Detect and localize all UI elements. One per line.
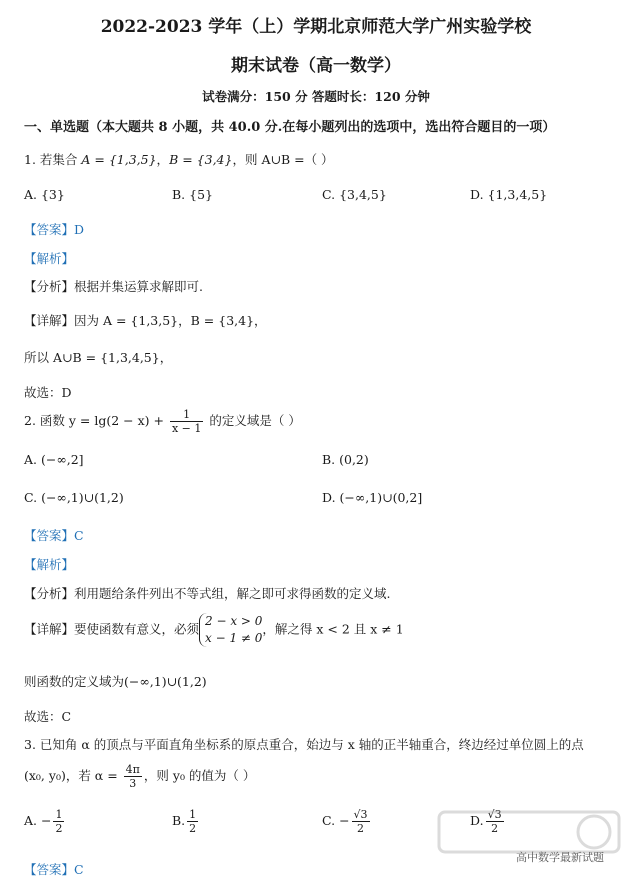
q3-stem-suffix: ，则 y₀ 的值为（ ） (143, 768, 256, 783)
q3-option-c-label: C. − (322, 813, 350, 828)
q3-option-a-denominator: 2 (55, 822, 63, 835)
q1-option-b: B. {5} (172, 187, 213, 202)
q2-xiangjie-prefix: 【详解】要使函数有意义，必须 (24, 621, 200, 637)
q2-option-d: D. (−∞,1)∪(0,2] (322, 490, 423, 505)
q3-option-c-numerator: √3 (353, 808, 368, 821)
q3-fraction-numerator: 4π (125, 763, 140, 776)
q3-option-b-numerator: 1 (189, 808, 197, 821)
q2-choose: 故选：C (24, 709, 72, 724)
q2-fenxi: 【分析】利用题给条件列出不等式组，解之即可求得函数的定义域. (24, 586, 391, 601)
q2-option-c: C. (−∞,1)∪(1,2) (24, 490, 124, 505)
watermark-logo (434, 807, 624, 877)
q2-analysis-tag: 【解析】 (24, 557, 75, 572)
q1-analysis-tag: 【解析】 (24, 251, 75, 266)
q2-inequality-2: x − 1 ≠ 0 (205, 631, 263, 645)
q3-option-b (172, 808, 200, 835)
q3-fraction (124, 763, 142, 790)
section-heading: 一、单选题（本大题共 8 小题，共 40.0 分.在每小题列出的选项中，选出符合题目的一项） (24, 120, 556, 135)
q2-answer: 【答案】C (24, 528, 84, 543)
q3-fraction-denominator: 3 (129, 777, 137, 790)
q2-xiangjie (24, 613, 404, 647)
q1-stem-suffix: ，则 A∪B =（ ） (232, 152, 334, 167)
q1-option-d: D. {1,3,4,5} (470, 187, 548, 202)
q3-option-c-denominator: 2 (357, 822, 365, 835)
question-3-stem-line-1: 3. 已知角 α 的顶点与平面直角坐标系的原点重合，始边与 x 轴的正半轴重合，终边经过单位圆上的点 (24, 737, 584, 752)
exam-subtitle: 期末试卷（高一数学） (231, 56, 401, 76)
q1-separator: ， (156, 152, 170, 167)
q2-inequality-system (199, 613, 262, 647)
q3-option-a-fraction (53, 808, 64, 835)
q3-option-b-label: B. (172, 813, 186, 828)
q2-stem-suffix: 的定义域是（ ） (205, 413, 301, 428)
exam-title: 2022-2023 学年（上）学期北京师范大学广州实验学校 (100, 17, 532, 37)
q1-set-a: A = {1,3,5} (81, 152, 157, 167)
q1-fenxi: 【分析】根据并集运算求解即可. (24, 279, 203, 294)
q2-xiangjie-suffix: ，解之得 x < 2 且 x ≠ 1 (262, 621, 404, 637)
exam-info: 试卷满分：150 分 答题时长：120 分钟 (202, 89, 430, 104)
q2-fraction-numerator: 1 (170, 408, 203, 422)
q3-stem-prefix: (x₀, y₀)，若 α = (24, 768, 122, 783)
q1-xiangjie: 【详解】因为 A = {1,3,5}，B = {3,4}， (24, 313, 267, 328)
q3-option-a-label: A. − (24, 813, 52, 828)
q1-set-b: B = {3,4} (169, 152, 233, 167)
q2-inequality-1: 2 − x > 0 (205, 614, 263, 628)
q3-option-b-fraction (187, 808, 198, 835)
q1-solution-line: 所以 A∪B = {1,3,4,5}， (24, 350, 173, 365)
q2-option-b: B. (0,2) (322, 452, 369, 467)
q3-option-c (322, 808, 372, 835)
q2-stem-prefix: 2. 函数 y = lg(2 − x) + (24, 413, 168, 428)
q1-choose: 故选：D (24, 385, 72, 400)
q1-stem-prefix: 1. 若集合 (24, 152, 82, 167)
q3-option-d-numerator: √3 (487, 808, 502, 821)
q2-solution-line: 则函数的定义域为(−∞,1)∪(1,2) (24, 674, 207, 689)
question-2-stem (24, 408, 301, 435)
q2-fraction (170, 408, 203, 435)
q2-fraction-denominator: x − 1 (171, 422, 202, 435)
question-1-stem (24, 150, 334, 168)
watermark-text: 高中数学最新试题 (516, 851, 604, 864)
q1-answer: 【答案】D (24, 222, 85, 237)
q1-option-c: C. {3,4,5} (322, 187, 387, 202)
question-3-stem-line-2 (24, 763, 255, 790)
q2-option-a: A. (−∞,2] (24, 452, 84, 467)
q3-option-b-denominator: 2 (189, 822, 197, 835)
q3-answer: 【答案】C (24, 862, 84, 877)
q3-option-a (24, 808, 66, 835)
q3-option-a-numerator: 1 (55, 808, 63, 821)
q3-option-d-denominator: 2 (491, 822, 499, 835)
q3-option-d-label: D. (470, 813, 484, 828)
q3-option-c-fraction (352, 808, 370, 835)
q1-option-a: A. {3} (24, 187, 65, 202)
